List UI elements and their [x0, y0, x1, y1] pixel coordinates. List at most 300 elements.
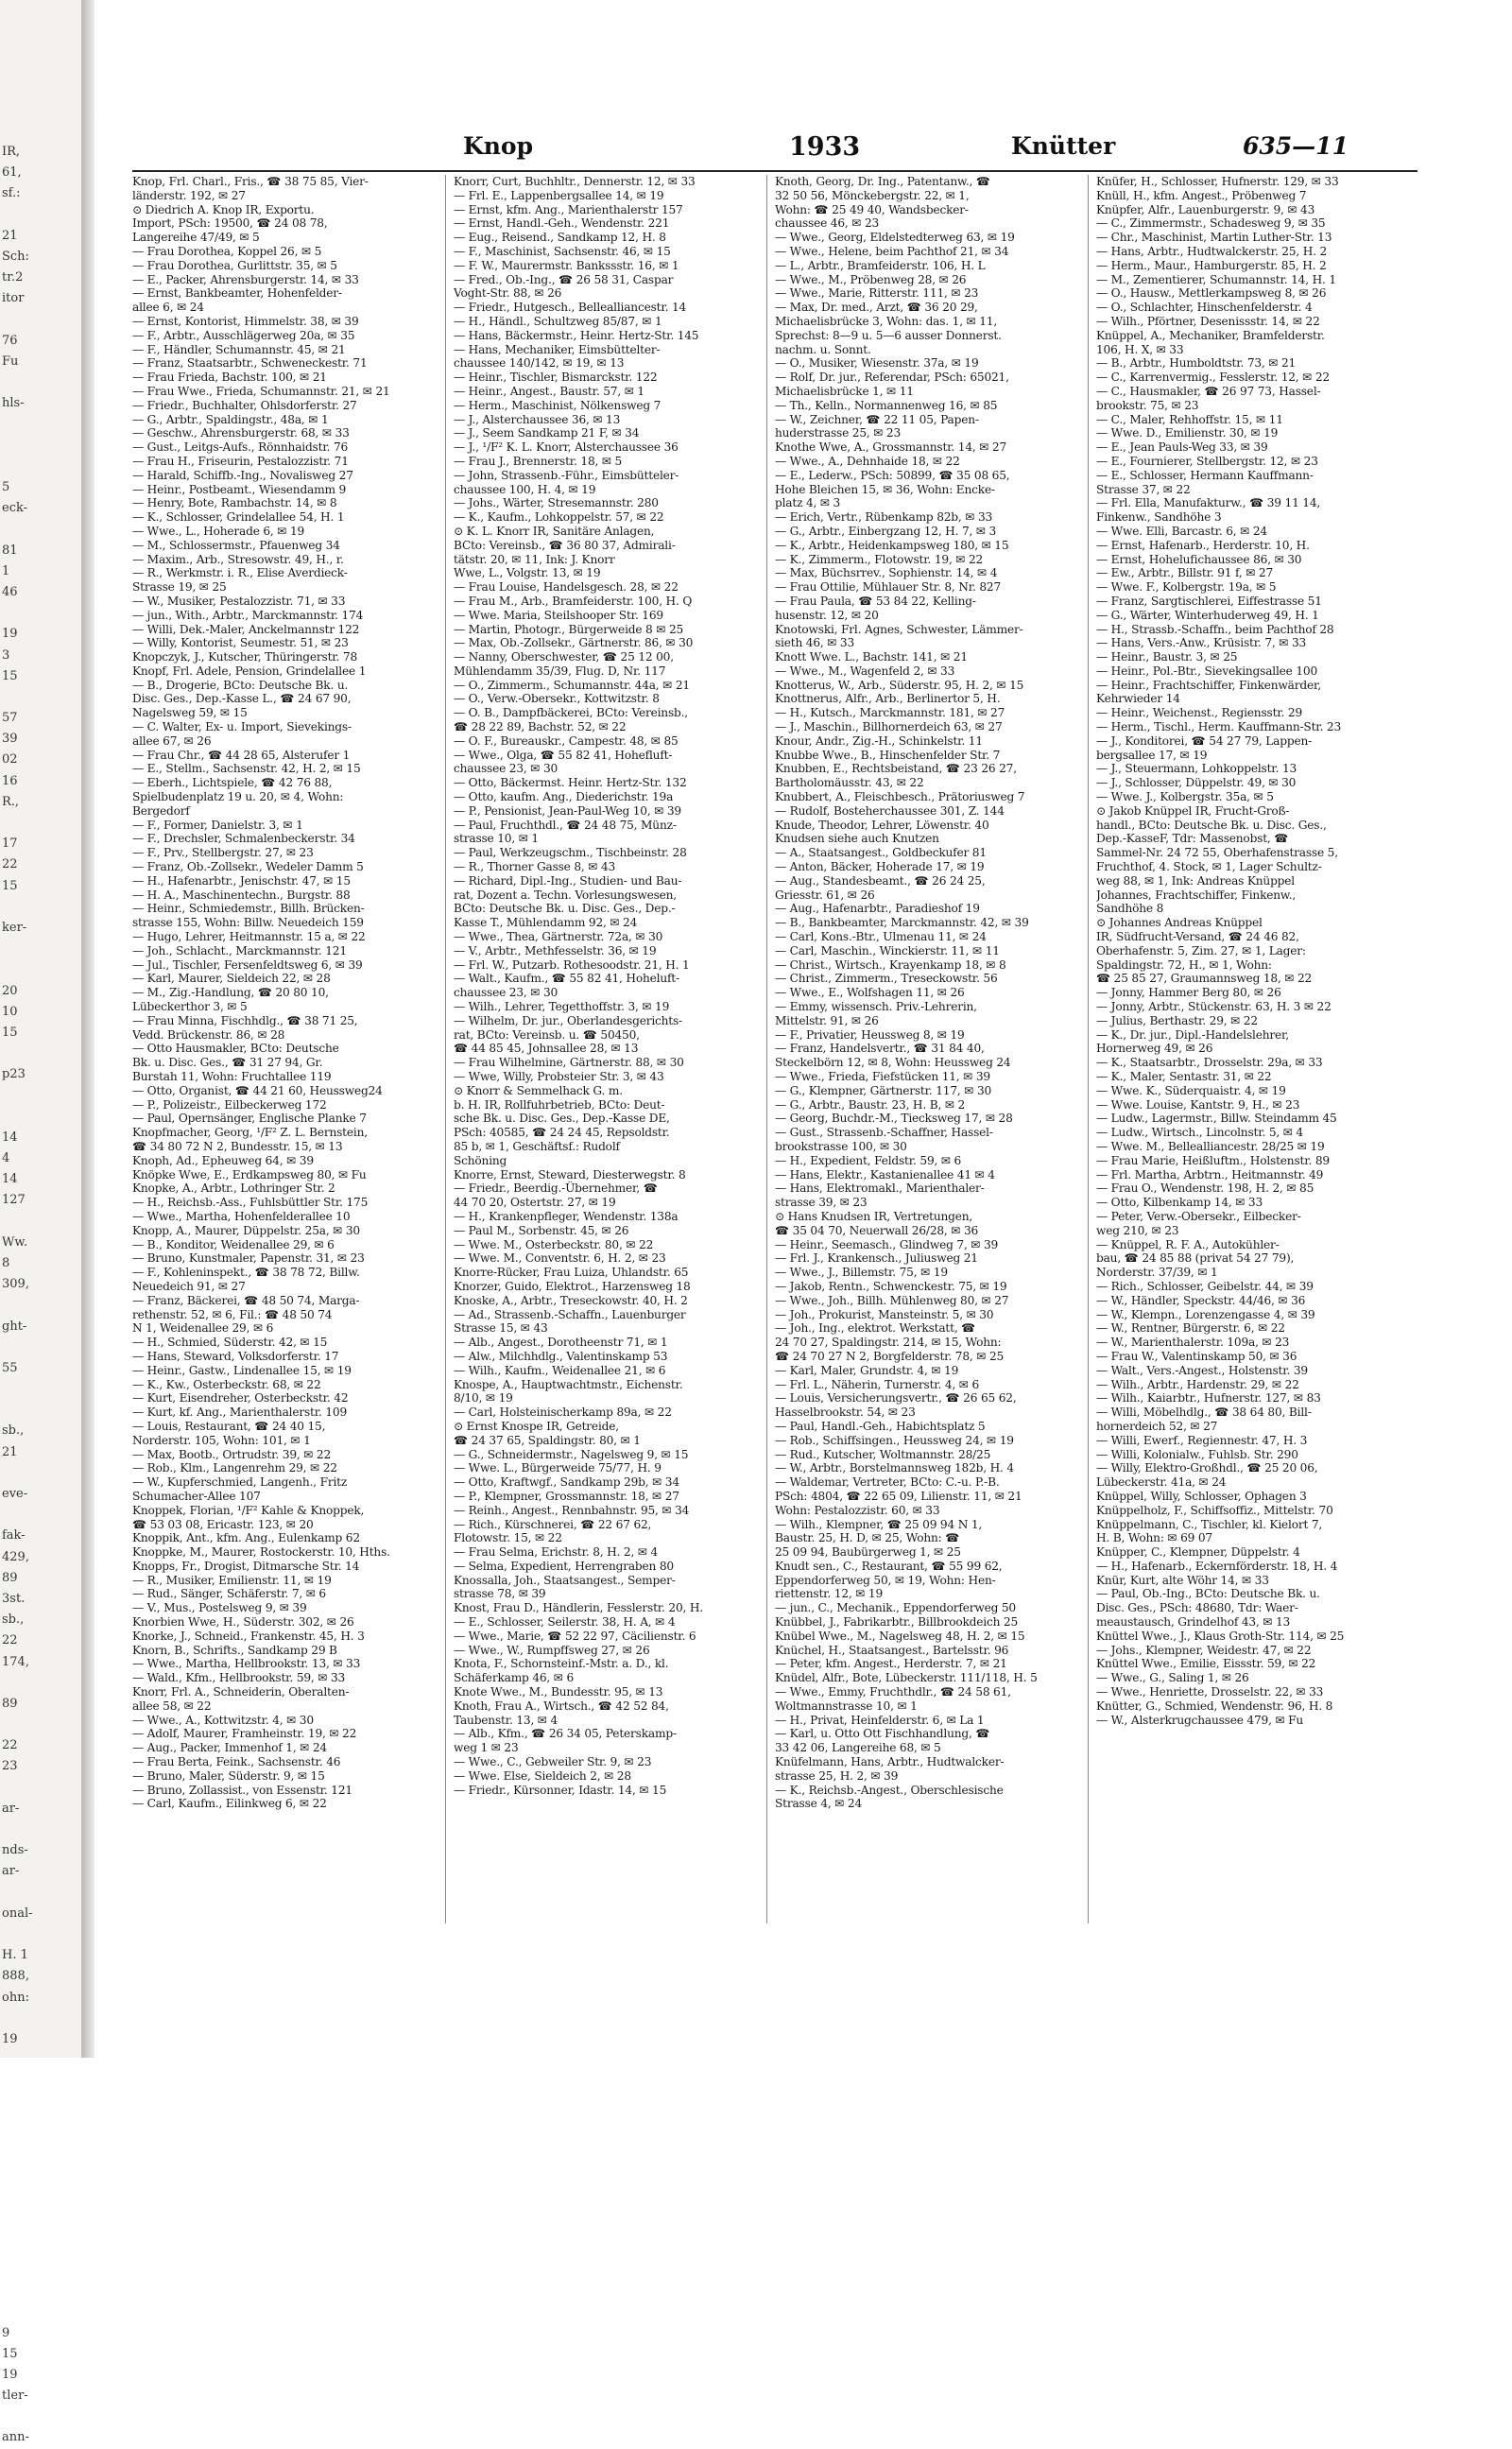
left-page-fragment: 8	[2, 1255, 10, 1270]
directory-entry-line: — Wwe., W., Rumpffsweg 27, ✉ 26	[454, 1643, 650, 1657]
directory-entry-line: — G., Klempner, Gärtnerstr. 117, ✉ 30	[775, 1083, 992, 1097]
directory-entry-line: — F., Former, Danielstr. 3, ✉ 1	[132, 818, 303, 832]
directory-entry-line: — Frl. L., Näherin, Turnerstr. 4, ✉ 6	[775, 1377, 980, 1391]
directory-entry-line: allee 6, ✉ 24	[132, 301, 204, 315]
left-page-fragment: ker-	[2, 920, 27, 935]
directory-entry-line: — Franz, Handelsvertr., ☎ 31 84 40,	[775, 1042, 985, 1056]
directory-entry-line: Wwe, L., Volgstr. 13, ✉ 19	[454, 566, 601, 580]
directory-entry-line: — Frau O., Wendenstr. 198, H. 2, ✉ 85	[1096, 1181, 1314, 1196]
directory-entry-line: — E., Fournierer, Stellbergstr. 12, ✉ 23	[1096, 454, 1318, 468]
directory-entry-line: ⊙ K. L. Knorr IR, Sanitäre Anlagen,	[454, 524, 655, 538]
left-page-fragment: 3	[2, 647, 10, 663]
left-page-fragment	[2, 1107, 40, 1128]
directory-entry-line: — Franz, Staatsarbtr., Schweneckestr. 71	[132, 356, 368, 371]
directory-entry-line: — Jakob, Rentn., Schwenckestr. 75, ✉ 19	[775, 1279, 1007, 1293]
directory-entry-line: — M., Schlossermstr., Pfauenweg 34	[132, 538, 340, 552]
directory-entry-line: — H., Privat, Heinfelderstr. 6, ✉ La 1	[775, 1713, 985, 1727]
directory-entry-line: PSch: 4804, ☎ 22 65 09, Lilienstr. 11, ✉ 21	[775, 1489, 1022, 1503]
directory-entry-line: — O., Schlachter, Hinschenfelderstr. 4	[1096, 301, 1313, 315]
directory-entry-line: — Erich, Vertr., Rübenkamp 82b, ✉ 33	[775, 510, 993, 525]
directory-entry-line: — Hans, Elektr., Kastanienallee 41 ✉ 4	[775, 1167, 995, 1181]
directory-entry-line: — Willi, Kolonialw., Fuhlsb. Str. 290	[1096, 1447, 1298, 1461]
directory-entry-line: — Christ., Wirtsch., Krayenkamp 18, ✉ 8	[775, 957, 1006, 972]
directory-entry-line: — H., Strassb.-Schaffn., beim Pachthof 28	[1096, 622, 1334, 636]
left-page-fragment: 5	[2, 480, 10, 494]
left-page-fragment: 39	[2, 732, 18, 747]
directory-entry-line: ⊙ Knorr & Semmelhack G. m.	[454, 1083, 623, 1097]
directory-entry-line: Knudt sen., C., Restaurant, ☎ 55 99 62,	[775, 1559, 1003, 1573]
directory-entry-line: strasse 10, ✉ 1	[454, 832, 539, 846]
directory-entry-line: — Max, Dr. med., Arzt, ☎ 36 20 29,	[775, 301, 978, 315]
directory-entry-line: — Karl, u. Otto Ott Fischhandlung, ☎	[775, 1727, 990, 1741]
directory-entry-line: — Otto, Kilbenkamp 14, ✉ 33	[1096, 1196, 1263, 1210]
directory-entry-line: — F., Privatier, Heussweg 8, ✉ 19	[775, 1027, 965, 1042]
directory-entry-line: Strasse 37, ✉ 22	[1096, 482, 1191, 496]
left-page-fragment	[2, 414, 40, 435]
column-4	[1096, 175, 1400, 1928]
directory-entry-line: — Geschw., Ahrensburgerstr. 68, ✉ 33	[132, 426, 350, 440]
directory-entry-line: — Herm., Tischl., Herm. Kauffmann-Str. 23	[1096, 720, 1342, 734]
directory-entry-line: Knüppelmann, C., Tischler, kl. Kielort 7,	[1096, 1517, 1323, 1531]
directory-entry-line: ☎ 34 80 72 N 2, Bundesstr. 15, ✉ 13	[132, 1139, 343, 1153]
directory-entry-line: Knorr, Curt, Buchhltr., Dennerstr. 12, ✉ 33	[454, 175, 696, 188]
left-page-fragment: 3st.	[2, 1591, 26, 1606]
left-page-fragment	[2, 1212, 40, 1233]
directory-entry-line: — Wwe., M., Wagenfeld 2, ✉ 33	[775, 664, 955, 678]
directory-entry-line: Bk. u. Disc. Ges., ☎ 31 27 94, Gr.	[132, 1056, 323, 1070]
directory-entry-line: Kasse T., Mühlendamm 92, ✉ 24	[454, 916, 638, 930]
directory-entry-line: — Ernst, Bankbeamter, Hohenfelder-	[132, 286, 342, 301]
directory-entry-line: Knür, Kurt, alte Wöhr 14, ✉ 33	[1096, 1573, 1269, 1587]
directory-entry-line: Griesstr. 61, ✉ 26	[775, 888, 875, 902]
column-2	[454, 175, 758, 1928]
directory-entry-line: — Hans, Vers.-Anw., Krüsistr. 7, ✉ 33	[1096, 636, 1307, 650]
left-page-fragment: 9	[2, 2325, 10, 2340]
left-page-fragment: 174,	[2, 1654, 29, 1669]
directory-entry-line: Knoske, A., Arbtr., Treseckowstr. 40, H. 2	[454, 1293, 688, 1307]
directory-entry-line: Knüttel Wwe., Emilie, Eissstr. 59, ✉ 22	[1096, 1657, 1316, 1671]
directory-entry-line: — Wwe., L., Hoherade 6, ✉ 19	[132, 524, 305, 538]
left-page-fragment: sb.,	[2, 1613, 25, 1628]
left-page-fragment: 19	[2, 2367, 18, 2382]
directory-entry-line: — Frau Frieda, Bachstr. 100, ✉ 21	[132, 371, 327, 385]
directory-entry-line: chaussee 23, ✉ 30	[454, 986, 558, 1000]
directory-entry-line: Nagelsweg 59, ✉ 15	[132, 706, 248, 720]
directory-entry-line: Knudsen siehe auch Knutzen	[775, 832, 939, 846]
directory-entry-line: Knude, Theodor, Lehrer, Löwenstr. 40	[775, 818, 989, 832]
directory-entry-line: — Otto, Bäckermst. Heinr. Hertz-Str. 132	[454, 776, 687, 790]
directory-entry-line: — Wwe., M., Pröbenweg 28, ✉ 26	[775, 272, 967, 286]
left-page-fragment: 46	[2, 584, 18, 599]
directory-entry-line: — J., ¹/F² K. L. Knorr, Alsterchaussee 36	[454, 440, 679, 455]
directory-entry-line: — Nanny, Oberschwester, ☎ 25 12 00,	[454, 650, 674, 664]
directory-entry-line: — Frau Dorothea, Koppel 26, ✉ 5	[132, 244, 322, 258]
directory-entry-line: — Jonny, Hammer Berg 80, ✉ 26	[1096, 986, 1281, 1000]
page-header	[132, 132, 1418, 170]
left-page-fragment	[2, 2113, 40, 2134]
left-page-fragment: 888,	[2, 1969, 29, 1984]
directory-entry-line: — Wwe., Georg, Eldelstedterweg 63, ✉ 19	[775, 231, 1015, 245]
directory-entry-line: Knorzer, Guido, Elektrot., Harzensweg 18	[454, 1279, 691, 1293]
directory-entry-line: — J., Steuermann, Lohkoppelstr. 13	[1096, 762, 1297, 776]
directory-entry-line: 32 50 56, Mönckebergstr. 22, ✉ 1,	[775, 188, 970, 202]
directory-entry-line: — O. B., Dampfbäckerei, BCto: Vereinsb.,	[454, 706, 688, 720]
directory-entry-line: — Frau H., Friseurin, Pestalozzistr. 71	[132, 454, 349, 468]
directory-entry-line: Knospe, A., Hauptwachtmstr., Eichenstr.	[454, 1377, 683, 1391]
directory-entry-line: — Carl, Maschin., Winckierstr. 11, ✉ 11	[775, 943, 1000, 957]
directory-entry-line: — Rolf, Dr. jur., Referendar, PSch: 65021,	[775, 371, 1009, 385]
directory-entry-line: — H., Hafenarbtr., Jenischstr. 47, ✉ 15	[132, 873, 351, 888]
directory-entry-line: — M., Zementierer, Schumannstr. 14, H. 1	[1096, 272, 1336, 286]
directory-entry-line: — Heinr., Tischler, Bismarckstr. 122	[454, 371, 658, 385]
directory-entry-line: — O. F., Bureauskr., Campestr. 48, ✉ 85	[454, 733, 679, 748]
directory-entry-line: — Wilh., Klempner, ☎ 25 09 94 N 1,	[775, 1517, 983, 1531]
directory-entry-line: — Kurt, kf. Ang., Marienthalerstr. 109	[132, 1406, 348, 1420]
directory-entry-line: — Selma, Expedient, Herrengraben 80	[454, 1559, 674, 1573]
directory-page	[94, 0, 1512, 2058]
directory-entry-line: 8/10, ✉ 19	[454, 1391, 513, 1406]
directory-entry-line: — Peter, kfm. Angest., Herderstr. 7, ✉ 21	[775, 1657, 1007, 1671]
directory-entry-line: — Wilh., Arbtr., Hardenstr. 29, ✉ 22	[1096, 1377, 1299, 1391]
left-page-fragments	[2, 142, 40, 2449]
directory-entry-line: — Wwe., Joh., Billh. Mühlenweg 80, ✉ 27	[775, 1293, 1009, 1307]
directory-entry-line: weg 210, ✉ 23	[1096, 1223, 1179, 1237]
directory-entry-line: ☎ 35 04 70, Neuerwall 26/28, ✉ 36	[775, 1223, 979, 1237]
directory-entry-line: — Paul, Fruchthdl., ☎ 24 48 75, Münz-	[454, 818, 677, 832]
directory-entry-line: — F. W., Maurermstr. Bankssstr. 16, ✉ 1	[454, 258, 679, 272]
directory-entry-line: — Walt., Kaufm., ☎ 55 82 41, Hoheluft-	[454, 972, 679, 986]
directory-entry-line: sieth 46, ✉ 33	[775, 636, 855, 650]
directory-entry-line: — A., Staatsangest., Goldbeckufer 81	[775, 846, 987, 860]
directory-entry-line: — F., Drechsler, Schmalenbeckerstr. 34	[132, 832, 355, 846]
directory-entry-line: platz 4, ✉ 3	[775, 496, 841, 510]
directory-entry-line: Knott Wwe. L., Bachstr. 141, ✉ 21	[775, 650, 968, 664]
left-page-fragment: 89	[2, 1570, 18, 1585]
page-gutter-shadow	[81, 0, 94, 2058]
directory-entry-line: 85 b, ✉ 1, Geschäftsf.: Rudolf	[454, 1139, 620, 1153]
directory-entry-line: 33 42 06, Langereihe 68, ✉ 5	[775, 1741, 941, 1755]
directory-entry-line: Lübeckerthor 3, ✉ 5	[132, 1000, 248, 1014]
directory-entry-line: — O., Zimmerm., Schumannstr. 44a, ✉ 21	[454, 678, 690, 692]
directory-entry-line: — W., Marienthalerstr. 109a, ✉ 23	[1096, 1336, 1290, 1350]
directory-entry-line: Oberhafenstr. 5, Zim. 27, ✉ 1, Lager:	[1096, 943, 1306, 957]
directory-entry-line: — Friedr., Beerdig.-Übernehmer, ☎	[454, 1181, 658, 1196]
directory-entry-line: — Bruno, Kunstmaler, Papenstr. 31, ✉ 23	[132, 1251, 365, 1266]
directory-entry-line: — Waldemar, Vertreter, BCto: C.-u. P.-B.	[775, 1475, 1000, 1490]
directory-entry-line: — B., Konditor, Weidenallee 29, ✉ 6	[132, 1237, 335, 1251]
directory-entry-line: — Jonny, Arbtr., Stückenstr. 63, H. 3 ✉ 22	[1096, 1000, 1332, 1014]
directory-entry-line: Knüfelmann, Hans, Arbtr., Hudtwalcker-	[775, 1755, 1005, 1769]
directory-entry-line: — Harald, Schiffb.-Ing., Novalisweg 27	[132, 468, 353, 482]
header-first-name: Knop	[463, 132, 534, 160]
directory-entry-line: Schäferkamp 46, ✉ 6	[454, 1671, 575, 1685]
directory-entry-line: — Frau Minna, Fischhdlg., ☎ 38 71 25,	[132, 1013, 358, 1027]
directory-entry-line: nachm. u. Sonnt.	[775, 342, 871, 356]
left-page-fragment	[2, 2239, 40, 2260]
left-page-fragment: 1	[2, 563, 10, 578]
directory-entry-line: — Aug., Hafenarbtr., Paradieshof 19	[775, 902, 980, 916]
directory-entry-line: — E., Lederw., PSch: 50899, ☎ 35 08 65,	[775, 468, 1010, 482]
directory-entry-line: Bartholomäusstr. 43, ✉ 22	[775, 776, 924, 790]
directory-entry-line: — G., Arbtr., Spaldingstr., 48a, ✉ 1	[132, 412, 329, 426]
directory-entry-line: — Willi, Möbelhdlg., ☎ 38 64 80, Bill-	[1096, 1406, 1312, 1420]
header-rule	[132, 170, 1418, 172]
directory-entry-line: Knopfmacher, Georg, ¹/F² Z. L. Bernstein,	[132, 1126, 368, 1140]
directory-entry-line: Knoth, Frau A., Wirtsch., ☎ 42 52 84,	[454, 1699, 669, 1713]
directory-entry-line: — jun., With., Arbtr., Marckmannstr. 174	[132, 608, 364, 622]
left-page-fragment: 17	[2, 836, 18, 852]
directory-entry-line: weg 88, ✉ 1, Ink: Andreas Knüppel	[1096, 873, 1295, 888]
directory-entry-line: — Carl, Holsteinischerkamp 89a, ✉ 22	[454, 1406, 672, 1420]
left-page-edge	[0, 0, 85, 2445]
directory-entry-line: Woltmannstrasse 10, ✉ 1	[775, 1699, 918, 1713]
left-page-fragment: ght-	[2, 1319, 27, 1334]
directory-entry-line: — C., Maler, Rehhoffstr. 15, ✉ 11	[1096, 412, 1283, 426]
directory-entry-line: Knüppel, A., Mechaniker, Bramfelderstr.	[1096, 328, 1325, 342]
header-last-name: Knütter	[1011, 132, 1116, 160]
directory-entry-line: — B., Bankbeamter, Marckmannstr. 42, ✉ 39	[775, 916, 1029, 930]
directory-entry-line: — Paul, Ob.-Ing., BCto: Deutsche Bk. u.	[1096, 1587, 1320, 1601]
left-page-fragment: eve-	[2, 1487, 28, 1501]
directory-entry-line: Knothe Wwe, A., Grossmannstr. 14, ✉ 27	[775, 440, 1007, 455]
directory-entry-line: Knütter, G., Schmied, Wendenstr. 96, H. 8	[1096, 1699, 1333, 1713]
left-page-fragment: 309,	[2, 1277, 29, 1292]
directory-entry-line: — Frl. W., Putzarb. Rothesoodstr. 21, H. 1	[454, 957, 690, 972]
left-page-fragment	[2, 1463, 40, 1484]
directory-entry-line: — Hans, Arbtr., Hudtwalckerstr. 25, H. 2	[1096, 244, 1328, 258]
directory-entry-line: — Alb., Angest., Dorotheenstr 71, ✉ 1	[454, 1336, 668, 1350]
directory-entry-line: — Wilh., Lehrer, Tegetthoffstr. 3, ✉ 19	[454, 1000, 670, 1014]
directory-entry-line: Knüchel, H., Staatsangest., Bartelsstr. 96	[775, 1643, 1009, 1657]
directory-entry-line: — Otto, Organist, ☎ 44 21 60, Heussweg24	[132, 1083, 383, 1097]
directory-entry-line: — K., Arbtr., Heidenkampsweg 180, ✉ 15	[775, 538, 1009, 552]
directory-entry-line: Import, PSch: 19500, ☎ 24 08 78,	[132, 216, 328, 231]
left-page-fragment	[2, 1043, 40, 1064]
directory-entry-line: — Maxim., Arb., Stresowstr. 49, H., r.	[132, 552, 344, 566]
directory-entry-line: — F., Kohleninspekt., ☎ 38 78 72, Billw.	[132, 1266, 360, 1280]
directory-entry-line: bergsallee 17, ✉ 19	[1096, 748, 1208, 762]
directory-entry-line: 24 70 27, Spaldingstr. 214, ✉ 15, Wohn:	[775, 1336, 1002, 1350]
directory-entry-line: länderstr. 192, ✉ 27	[132, 188, 246, 202]
directory-entry-line: — Wwe., Marie, Ritterstr. 111, ✉ 23	[775, 286, 979, 301]
directory-entry-line: Voght-Str. 88, ✉ 26	[454, 286, 562, 301]
directory-entry-line: — Christ., Zimmerm., Treseckowstr. 56	[775, 972, 998, 986]
directory-entry-line: brookstr. 75, ✉ 23	[1096, 398, 1199, 412]
directory-entry-line: — Frl. Martha, Arbtrn., Heitmannstr. 49	[1096, 1167, 1324, 1181]
left-page-fragment	[2, 2134, 40, 2155]
directory-entry-line: — Wwe. Louise, Kantstr. 9, H., ✉ 23	[1096, 1097, 1300, 1112]
directory-entry-line: — Ludw., Lagermstr., Billw. Steindamm 45	[1096, 1112, 1337, 1126]
directory-entry-line: — Wwe., A., Kottwitzstr. 4, ✉ 30	[132, 1713, 314, 1727]
directory-entry-line: Disc. Ges., PSch: 48680, Tdr: Waer-	[1096, 1601, 1298, 1615]
directory-entry-line: Knorbien Wwe, H., Süderstr. 302, ✉ 26	[132, 1615, 354, 1630]
directory-entry-line: — Frau Berta, Feink., Sachsenstr. 46	[132, 1755, 341, 1769]
directory-entry-line: — Julius, Berthastr. 29, ✉ 22	[1096, 1013, 1258, 1027]
left-page-fragment: 4	[2, 1151, 10, 1165]
left-page-fragment: nds-	[2, 1843, 28, 1858]
directory-entry-line: Knop, Frl. Charl., Fris., ☎ 38 75 85, Vier-	[132, 175, 369, 188]
directory-entry-line: Knota, F., Schornsteinf.-Mstr. a. D., kl.	[454, 1657, 669, 1671]
directory-entry-line: — E., Schlosser, Hermann Kauffmann-	[1096, 468, 1314, 482]
directory-entry-line: brookstrasse 100, ✉ 30	[775, 1139, 907, 1153]
directory-entry-line: Sandhöhe 8	[1096, 902, 1164, 916]
directory-entry-line: — John, Strassenb.-Führ., Eimsbütteler-	[454, 468, 679, 482]
directory-entry-line: — Heinr., Angest., Baustr. 57, ✉ 1	[454, 384, 644, 398]
directory-entry-line: husenstr. 12, ✉ 20	[775, 608, 879, 622]
directory-entry-line: — K., Maler, Sentastr. 31, ✉ 22	[1096, 1070, 1272, 1083]
directory-entry-line: — Frl. E., Lappenbergsallee 14, ✉ 19	[454, 188, 664, 202]
directory-entry-line: — Frau Ottilie, Mühlauer Str. 8, Nr. 827	[775, 580, 1002, 595]
directory-entry-line: — Rich., Kürschnerei, ☎ 22 67 62,	[454, 1517, 652, 1531]
directory-entry-line: ☎ 24 37 65, Spaldingstr. 80, ✉ 1	[454, 1433, 641, 1447]
left-page-fragment	[2, 2302, 40, 2322]
directory-entry-line: Knottnerus, Alfr., Arb., Berlinertor 5, H.	[775, 692, 1001, 706]
directory-entry-line: — Georg, Buchdr.-M., Tiecksweg 17, ✉ 28	[775, 1112, 1013, 1126]
directory-entry-line: — Wwe. M., Conventstr. 6, H. 2, ✉ 23	[454, 1251, 666, 1266]
directory-entry-line: chaussee 46, ✉ 23	[775, 216, 880, 231]
left-page-fragment: p23	[2, 1067, 26, 1082]
directory-entry-line: Knübbel, J., Fabrikarbtr., Billbrookdeich 25	[775, 1615, 1019, 1630]
directory-entry-line: Dep.-KasseF, Tdr: Massenobst, ☎	[1096, 832, 1289, 846]
directory-entry-line: — Heinr., Gastw., Lindenallee 15, ✉ 19	[132, 1363, 352, 1377]
left-page-fragment	[2, 205, 40, 226]
directory-entry-line: — F., Händler, Schumannstr. 45, ✉ 21	[132, 342, 346, 356]
directory-entry-line: rat, Dozent a. Techn. Vorlesungswesen,	[454, 888, 677, 902]
directory-entry-line: Bergedorf	[132, 803, 190, 818]
directory-entry-line: — Rob., Schiffsingen., Heussweg 24, ✉ 19	[775, 1433, 1014, 1447]
left-page-fragment	[2, 1673, 40, 1694]
directory-entry-line: — Heinr., Postbeamt., Wiesendamm 9	[132, 482, 347, 496]
directory-entry-line: — Richard, Dipl.-Ing., Studien- und Bau-	[454, 873, 682, 888]
directory-entry-line: Disc. Ges., Dep.-Kasse L., ☎ 24 67 90,	[132, 692, 352, 706]
directory-entry-line: Vedd. Brückenstr. 86, ✉ 28	[132, 1027, 285, 1042]
directory-entry-line: — Paul, Handl.-Geh., Habichtsplatz 5	[775, 1419, 986, 1433]
directory-entry-line: sche Bk. u. Disc. Ges., Dep.-Kasse DE,	[454, 1112, 670, 1126]
left-page-fragment	[2, 897, 40, 918]
left-page-fragment	[2, 310, 40, 331]
directory-entry-line: — V., Arbtr., Methfesselstr. 36, ✉ 19	[454, 943, 657, 957]
directory-entry-line: ⊙ Diedrich A. Knop IR, Exportu.	[132, 202, 315, 216]
directory-entry-line: Flotowstr. 15, ✉ 22	[454, 1531, 562, 1545]
left-page-fragment: 76	[2, 333, 18, 348]
directory-entry-line: — Bruno, Maler, Süderstr. 9, ✉ 15	[132, 1768, 325, 1783]
directory-entry-line: — Jul., Tischler, Fersenfeldtsweg 6, ✉ 39	[132, 957, 363, 972]
directory-entry-line: — Wwe. L., Bürgerweide 75/77, H. 9	[454, 1461, 662, 1475]
directory-entry-line: — F., Arbtr., Ausschlägerweg 20a, ✉ 35	[132, 328, 355, 342]
directory-entry-line: Baustr. 25, H. D, ✉ 25, Wohn: ☎	[775, 1531, 960, 1545]
left-page-fragment	[2, 1337, 40, 1358]
left-page-fragment: 127	[2, 1193, 26, 1208]
directory-entry-line: Knorke, J., Schneid., Frankenstr. 45, H. 3	[132, 1629, 365, 1643]
directory-entry-line: Hasselbrookstr. 54, ✉ 23	[775, 1406, 916, 1420]
directory-entry-line: — P., Pensionist, Jean-Paul-Weg 10, ✉ 39	[454, 803, 681, 818]
directory-entry-line: — Wwe. M., Osterbeckstr. 80, ✉ 22	[454, 1237, 654, 1251]
directory-entry-line: — Rich., Schlosser, Geibelstr. 44, ✉ 39	[1096, 1279, 1314, 1293]
directory-entry-line: — Wwe., E., Wolfshagen 11, ✉ 26	[775, 986, 965, 1000]
directory-entry-line: — J., Konditorei, ☎ 54 27 79, Lappen-	[1096, 733, 1313, 748]
directory-entry-line: — L., Arbtr., Bramfeiderstr. 106, H. L	[775, 258, 986, 272]
left-page-fragment	[2, 457, 40, 477]
directory-entry-line: riettenstr. 12, ✉ 19	[775, 1587, 884, 1601]
directory-entry-line: Knorr, Frl. A., Schneiderin, Oberalten-	[132, 1685, 350, 1699]
left-page-fragment	[2, 2281, 40, 2302]
directory-entry-line: — J., Alsterchaussee 36, ✉ 13	[454, 412, 621, 426]
directory-entry-line: — Hans, Bäckermstr., Heinr. Hertz-Str. 145	[454, 328, 699, 342]
left-page-fragment: 429,	[2, 1549, 29, 1564]
directory-entry-line: — Max, Ob.-Zollsekr., Gärtnerstr. 86, ✉ 30	[454, 636, 694, 650]
left-page-fragment: 21	[2, 228, 18, 243]
directory-entry-line: Knorn, B., Schrifts., Sandkamp 29 B	[132, 1643, 337, 1657]
directory-entry-line: — Frau W., Valentinskamp 50, ✉ 36	[1096, 1349, 1297, 1363]
directory-entry-line: — Wwe., Emmy, Fruchthdlr., ☎ 24 58 61,	[775, 1685, 1011, 1699]
directory-entry-line: — K., Reichsb.-Angest., Oberschlesische	[775, 1783, 1004, 1797]
left-page-fragment: 02	[2, 752, 18, 767]
left-page-fragment	[2, 2092, 40, 2113]
left-page-fragment	[2, 519, 40, 540]
directory-entry-line: Knüll, H., kfm. Angest., Pröbenweg 7	[1096, 188, 1307, 202]
directory-entry-line: allee 67, ✉ 26	[132, 733, 212, 748]
directory-entry-line: BCto: Vereinsb., ☎ 36 80 37, Admirali-	[454, 538, 676, 552]
directory-entry-line: Knöpke Wwe, E., Erdkampsweg 80, ✉ Fu	[132, 1167, 367, 1181]
directory-entry-line: Johannes, Frachtschiffer, Finkenw.,	[1096, 888, 1297, 902]
directory-entry-line: — Paul, Opernsänger, Englische Planke 7	[132, 1112, 367, 1126]
left-page-fragment: 57	[2, 711, 18, 726]
left-page-fragment: Ww.	[2, 1234, 28, 1250]
directory-entry-line: rethenstr. 52, ✉ 6, Fil.: ☎ 48 50 74	[132, 1307, 333, 1321]
header-page-number: 635—11	[1243, 132, 1349, 160]
directory-entry-line: IR, Südfrucht-Versand, ☎ 24 46 82,	[1096, 930, 1299, 944]
left-page-fragment: 10	[2, 1004, 18, 1019]
directory-entry-line: — H., Expedient, Feldstr. 59, ✉ 6	[775, 1153, 962, 1167]
directory-entry-line: Sammel-Nr. 24 72 55, Oberhafenstrasse 5,	[1096, 846, 1338, 860]
directory-entry-line: — Ludw., Wirtsch., Lincolnstr. 5, ✉ 4	[1096, 1126, 1303, 1140]
directory-entry-line: Knoth, Georg, Dr. Ing., Patentanw., ☎	[775, 175, 990, 188]
directory-entry-line: — Friedr., Kürsonner, Idastr. 14, ✉ 15	[454, 1783, 667, 1797]
directory-entry-line: rat, BCto: Vereinsb. u. ☎ 50450,	[454, 1027, 640, 1042]
left-page-fragment: itor	[2, 291, 25, 306]
directory-entry-line: — Wwe., Frieda, Fiefstücken 11, ✉ 39	[775, 1070, 990, 1083]
left-page-fragment: eck-	[2, 501, 28, 516]
directory-entry-line: — Paul, Werkzeugschm., Tischbeinstr. 28	[454, 846, 687, 860]
left-page-fragment	[2, 1820, 40, 1840]
directory-entry-line: — Wwe., J., Billemstr. 75, ✉ 19	[775, 1266, 948, 1280]
directory-entry-line: — W., Kupferschmied, Langenh., Fritz	[132, 1475, 348, 1490]
left-page-fragment	[2, 2176, 40, 2197]
left-page-fragment: 15	[2, 2346, 18, 2361]
directory-entry-line: — Ernst, Hohelufichaussee 86, ✉ 30	[1096, 552, 1302, 566]
column-1	[132, 175, 437, 1928]
directory-entry-line: — Ernst, Hafenarb., Herderstr. 10, H.	[1096, 538, 1310, 552]
directory-entry-line: ☎ 28 22 89, Bachstr. 52, ✉ 22	[454, 720, 627, 734]
directory-entry-line: — Wwe, Willy, Probsteier Str. 3, ✉ 43	[454, 1070, 664, 1083]
directory-entry-line: ☎ 24 70 27 N 2, Borgfelderstr. 78, ✉ 25	[775, 1349, 1005, 1363]
left-page-fragment	[2, 2406, 40, 2427]
directory-entry-line: Knotowski, Frl. Agnes, Schwester, Lämmer-	[775, 622, 1023, 636]
directory-entry-line: Strasse 4, ✉ 24	[775, 1797, 863, 1811]
column-3	[775, 175, 1079, 1928]
left-page-fragment: 22	[2, 1738, 18, 1753]
left-page-fragment	[2, 939, 40, 959]
directory-entry-line: Hohe Bleichen 15, ✉ 36, Wohn: Encke-	[775, 482, 995, 496]
left-page-fragment: 14	[2, 1130, 18, 1145]
directory-entry-line: Knossalla, Joh., Staatsangest., Semper-	[454, 1573, 676, 1587]
directory-entry-line: — Louis, Versicherungsvertr., ☎ 26 65 62,	[775, 1391, 1017, 1406]
left-page-fragment: 22	[2, 857, 18, 872]
directory-entry-line: — Wilh., Pförtner, Desenissstr. 14, ✉ 22	[1096, 314, 1320, 328]
directory-entry-line: Knüpper, C., Klempner, Düppelstr. 4	[1096, 1545, 1300, 1560]
directory-entry-line: — Frl. Ella, Manufakturw., ☎ 39 11 14,	[1096, 496, 1321, 510]
directory-entry-line: Knopp, A., Maurer, Düppelstr. 25a, ✉ 30	[132, 1223, 360, 1237]
